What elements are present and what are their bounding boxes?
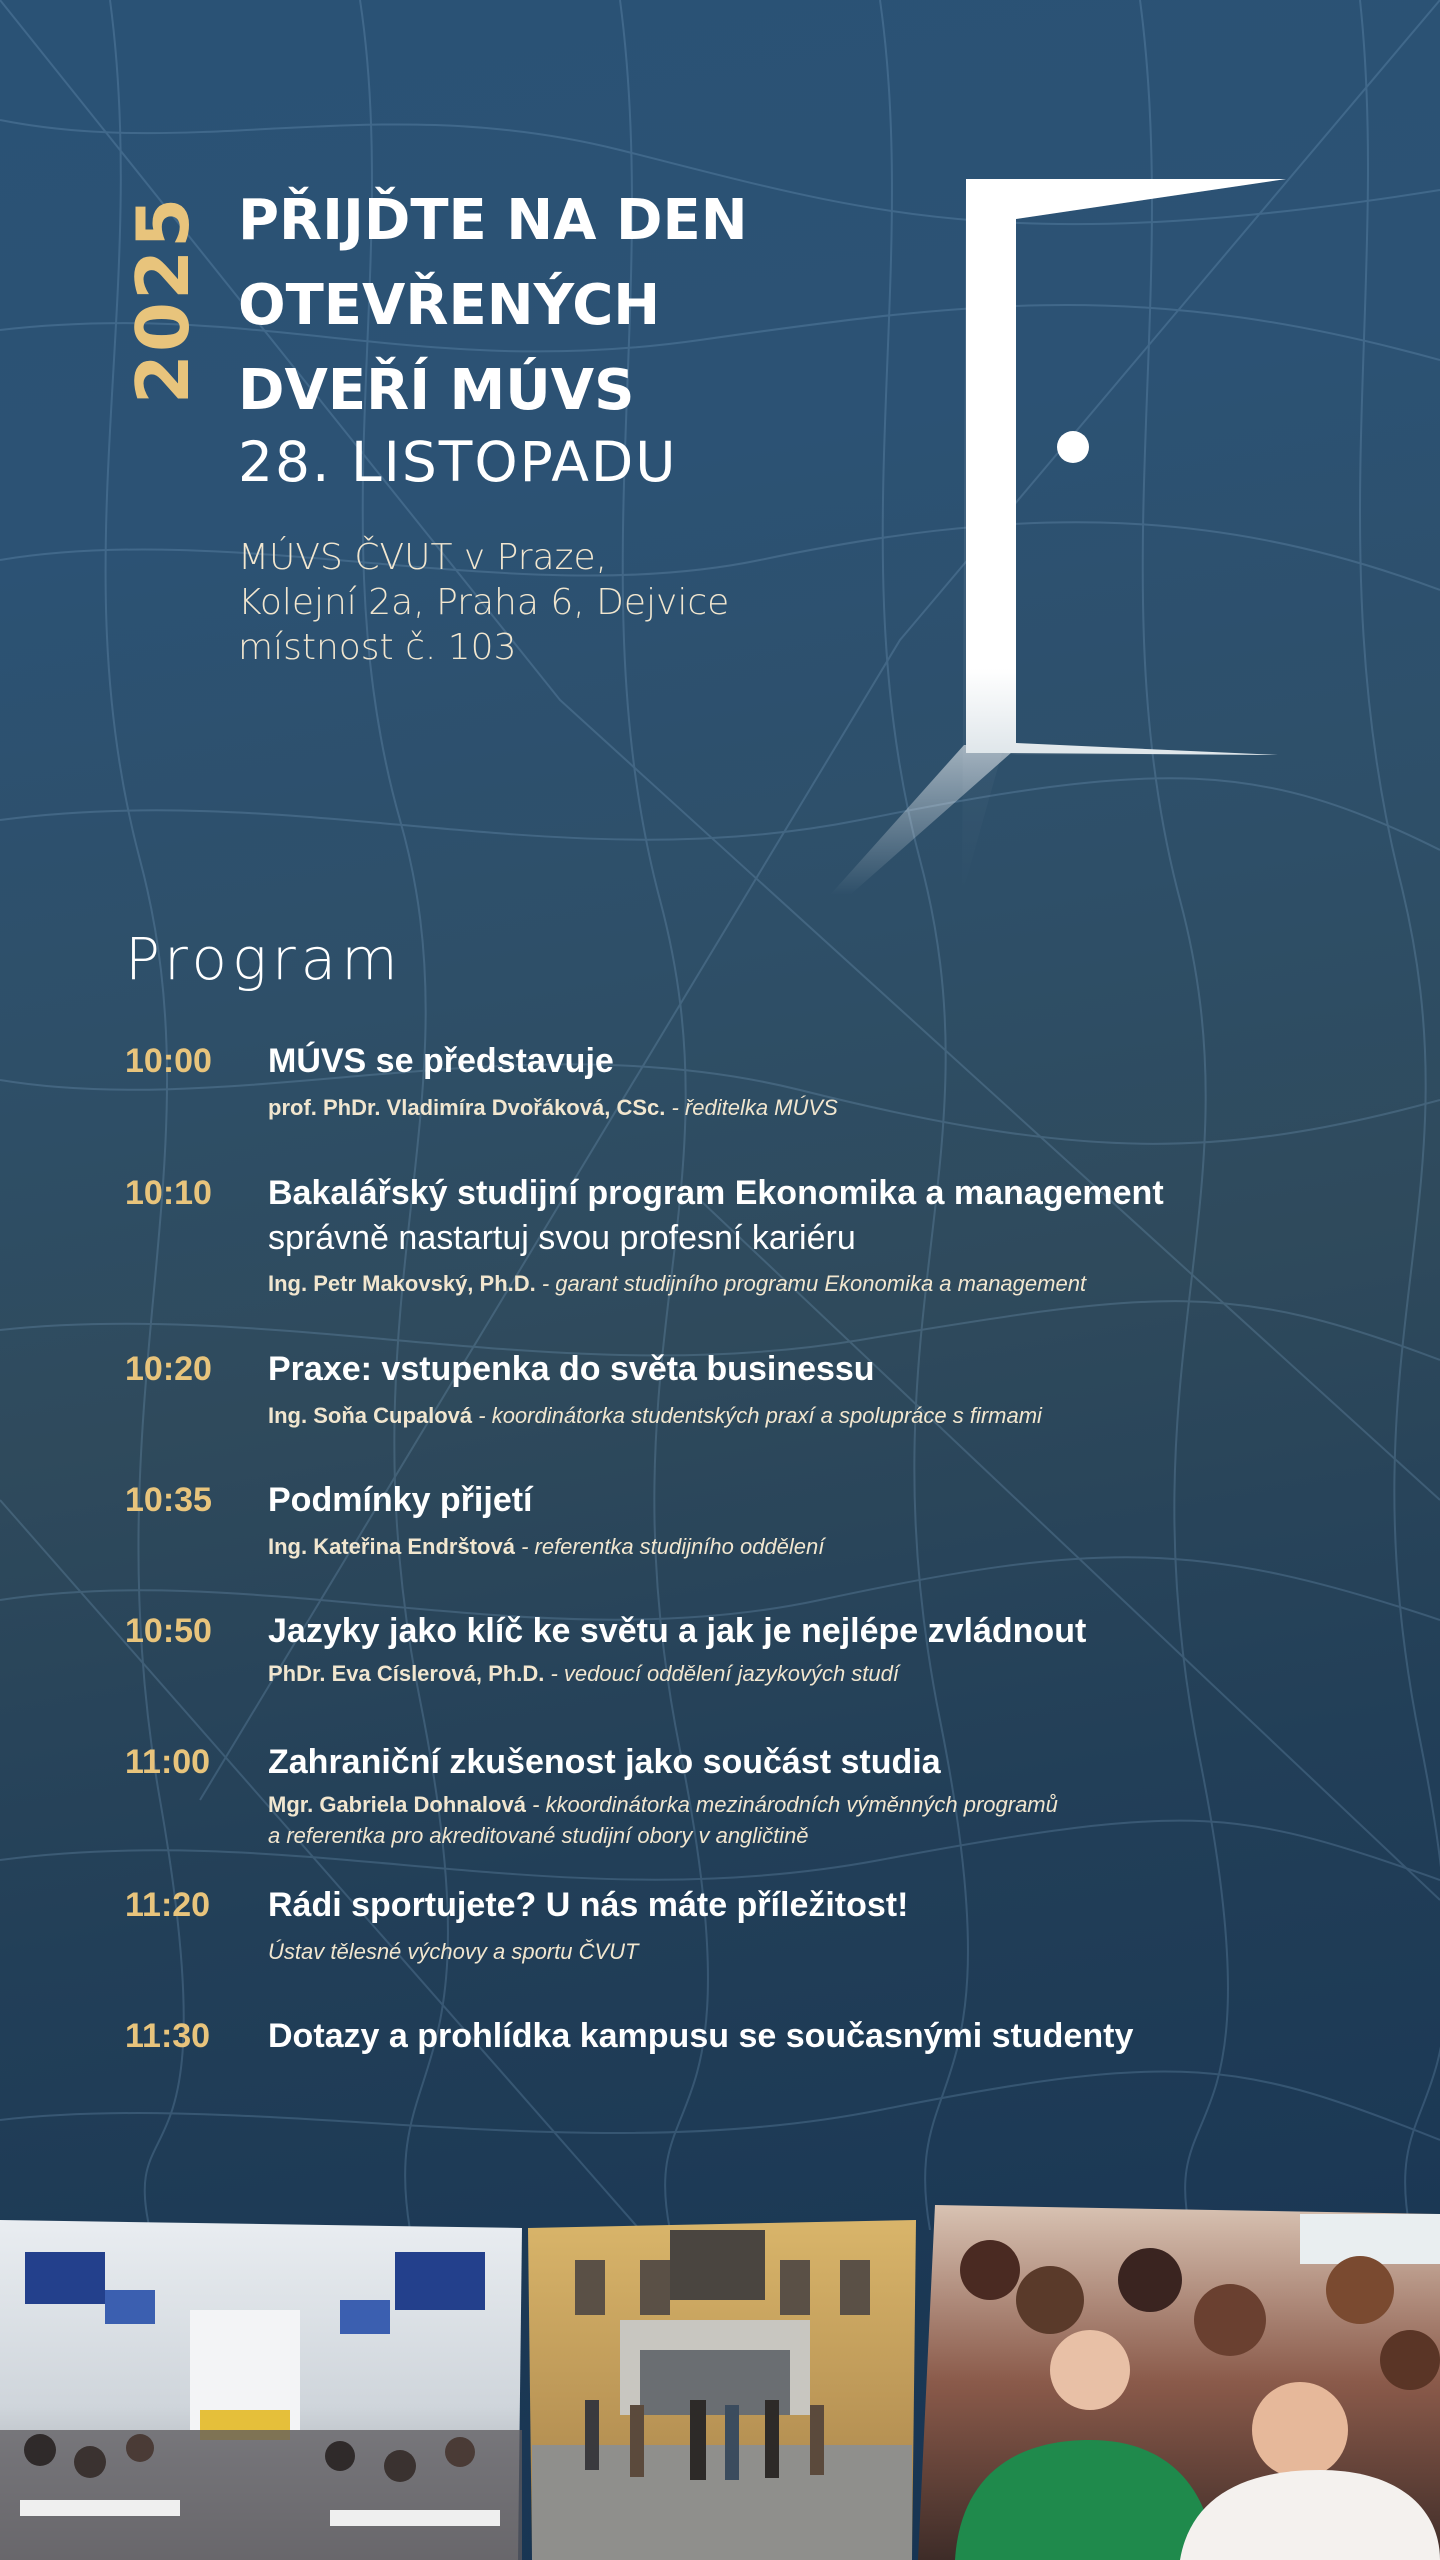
program-time: 11:20 bbox=[125, 1886, 211, 1924]
program-time: 10:20 bbox=[125, 1350, 212, 1388]
speaker-name: PhDr. Eva Císlerová, Ph.D. bbox=[268, 1661, 545, 1686]
speaker-role: - kkoordinátorka mezinárodních výměnných programů bbox=[525, 1792, 1058, 1817]
venue-line-2: Kolejní 2a, Praha 6, Dejvice bbox=[238, 582, 730, 623]
program-time: 10:00 bbox=[125, 1042, 212, 1080]
building-entrance-photo bbox=[528, 2220, 916, 2560]
venue-address bbox=[238, 535, 729, 670]
program-speaker bbox=[268, 1658, 1398, 1690]
speaker-name: Ing. Petr Makovský, Ph.D. bbox=[268, 1271, 536, 1296]
speaker-role-continued: a referentka pro akreditované studijní obory v angličtině bbox=[268, 1823, 809, 1848]
speaker-name: prof. PhDr. Vladimíra Dvořáková, CSc. bbox=[268, 1095, 666, 1120]
year-text: 2025 bbox=[121, 195, 205, 405]
program-title: Zahraniční zkušenost jako součást studia bbox=[268, 1743, 941, 1781]
program-time: 10:35 bbox=[125, 1481, 212, 1519]
headline-line-1: PŘIJĎTE NA DEN bbox=[238, 188, 748, 253]
speaker-role: - koordinátorka studentských praxí a spolupráce s firmami bbox=[472, 1403, 1042, 1428]
program-speaker bbox=[268, 1268, 1398, 1300]
students-audience-photo bbox=[918, 2205, 1440, 2560]
venue-line-3: místnost č. 103 bbox=[238, 627, 517, 668]
event-date: 28. LISTOPADU bbox=[238, 430, 678, 494]
program-title: Bakalářský studijní program Ekonomika a management bbox=[268, 1174, 1164, 1212]
program-title: Rádi sportujete? U nás máte příležitost! bbox=[268, 1886, 909, 1924]
speaker-name: Ing. Soňa Cupalová bbox=[268, 1403, 473, 1428]
program-time: 11:00 bbox=[125, 1743, 211, 1781]
year-label bbox=[118, 185, 208, 415]
program-title: Praxe: vstupenka do světa businessu bbox=[268, 1350, 875, 1388]
venue-line-1: MÚVS ČVUT v Praze, bbox=[238, 537, 608, 578]
program-speaker bbox=[268, 1400, 1398, 1432]
speaker-role: - vedoucí oddělení jazykových studí bbox=[544, 1661, 899, 1686]
program-speaker bbox=[268, 1092, 1398, 1124]
speaker-name: Ing. Kateřina Endrštová bbox=[268, 1534, 515, 1559]
speaker-name: Mgr. Gabriela Dohnalová bbox=[268, 1792, 526, 1817]
speaker-role: - referentka studijního oddělení bbox=[514, 1534, 825, 1559]
headline-line-3: DVEŘÍ MÚVS bbox=[238, 358, 635, 423]
headline bbox=[238, 178, 898, 433]
program-time: 10:10 bbox=[125, 1174, 212, 1212]
program-time: 10:50 bbox=[125, 1612, 212, 1650]
open-door-icon bbox=[830, 175, 1300, 895]
program-title: Jazyky jako klíč ke světu a jak je nejlépe zvládnout bbox=[268, 1612, 1087, 1650]
program-speaker bbox=[268, 1531, 1398, 1563]
program-speaker bbox=[268, 1789, 1398, 1821]
photo-strip bbox=[0, 2200, 1440, 2560]
headline-line-2: OTEVŘENÝCH bbox=[238, 273, 661, 338]
lecture-hall-photo bbox=[0, 2220, 522, 2560]
program-speaker bbox=[268, 1936, 1398, 1968]
program-title: Podmínky přijetí bbox=[268, 1481, 533, 1519]
speaker-role: - ředitelka MÚVS bbox=[665, 1095, 838, 1120]
program-time: 11:30 bbox=[125, 2017, 211, 2055]
program-heading: Program bbox=[125, 925, 403, 993]
program-title: Dotazy a prohlídka kampusu se současnými studenty bbox=[268, 2017, 1134, 2055]
program-subtitle: správně nastartuj svou profesní kariéru bbox=[268, 1219, 856, 1257]
door-knob-icon bbox=[1057, 431, 1089, 463]
program-title: MÚVS se představuje bbox=[268, 1042, 614, 1080]
speaker-role: Ústav tělesné výchovy a sportu ČVUT bbox=[268, 1939, 639, 1964]
speaker-role: - garant studijního programu Ekonomika a management bbox=[535, 1271, 1087, 1296]
